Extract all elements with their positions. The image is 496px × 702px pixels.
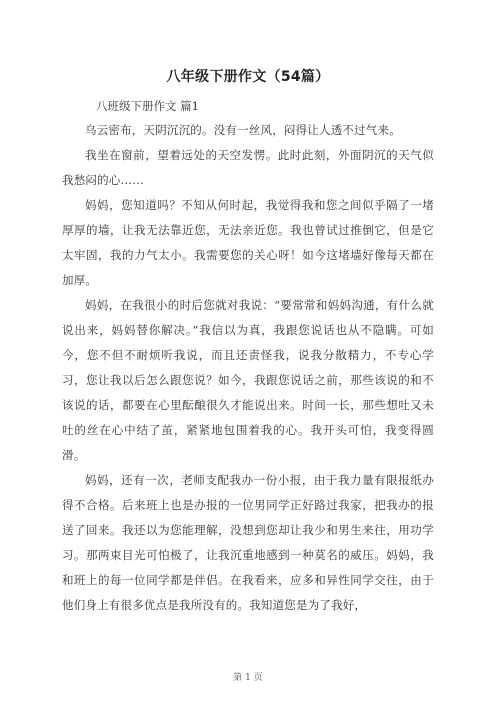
section-heading: 八班级下册作文 篇1 — [96, 99, 199, 113]
document-body — [62, 118, 434, 618]
paragraph: 妈妈，还有一次，老师支配我办一份小报，由于我力量有限报纸办得不合格。后来班上也是办报的一位男同学正好路过我家，把我办的报送了回来。我还以为您能理解，没想到您却让我少和男生来往，用功学习。那两束目光可怕极了，让我沉重地感到一种莫名的威压。妈妈，我和班上的每一位同学都是伴侣。在我看来，应多和异性同学交往，由于他们身上有很多优点是我所没有的。我知道您是为了我好， — [62, 473, 434, 612]
paragraph: 妈妈，在我很小的时后您就对我说：“要常常和妈妈沟通，有什么就说出来，妈妈替你解决。”我信以为真，我跟您说话也从不隐瞒。可如今，您不但不耐烦听我说，而且还责怪我，说我分散精力，不专心学习，您让我以后怎么跟您说？如今，我跟您说话之前，那些该说的和不该说的话，都要在心里酝酿很久才能说出来。时间一长，那些想吐又未吐的丝在心中结了茧，紧紧地包围着我的心。我开头可怕，我变得圆滑。 — [62, 298, 434, 462]
paragraph: 我坐在窗前，望着远处的天空发愣。此时此刻，外面阴沉的天气似我愁闷的心…… — [62, 148, 434, 187]
paragraph: 妈妈，您知道吗？不知从何时起，我觉得我和您之间似乎隔了一堵厚厚的墙，让我无法靠近您，无法亲近您。我也曾试过推倒它，但是它太牢固，我的力气太小。我需要您的关心呀！如今这堵墙好像每天都在加厚。 — [62, 198, 434, 287]
document-title: 八年级下册作文（54篇） — [166, 69, 330, 85]
paragraph: 乌云密布，天阴沉沉的。没有一丝风，闷得让人透不过气来。 — [85, 123, 401, 137]
page-number-footer: 第 1 页 — [233, 673, 263, 683]
